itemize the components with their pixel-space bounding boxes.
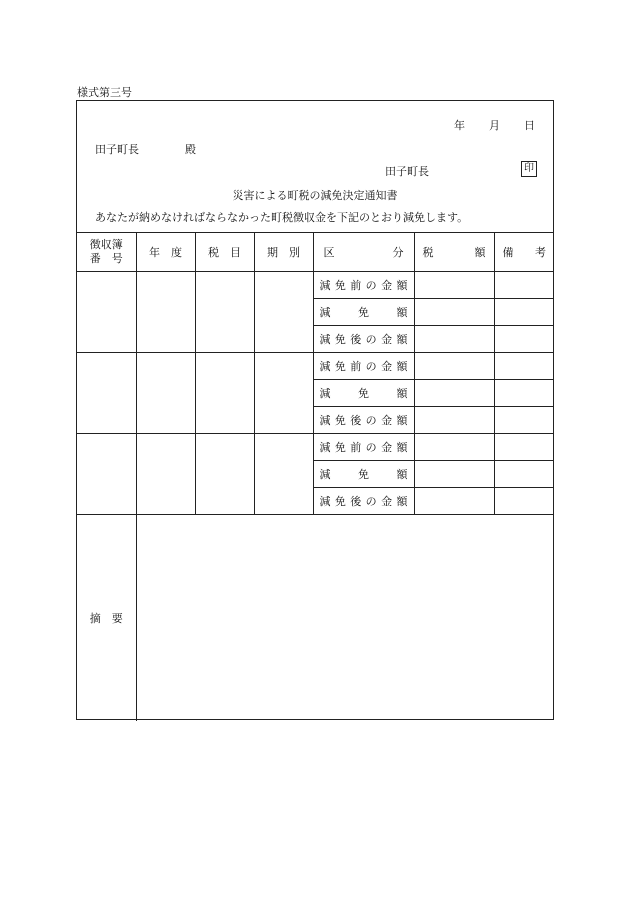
category-char: 免 [358,468,369,481]
category-char: 免 [334,495,346,508]
remarks-cell[interactable] [494,434,554,461]
category-before-amount [314,439,414,455]
summary-row [77,515,554,722]
category-reduction-amount [314,304,414,320]
summary-label: 摘 要 [77,515,136,722]
remarks-cell[interactable] [494,326,554,353]
notice-form [76,100,554,720]
category-char: 減 [319,333,331,346]
header-remarks-right: 考 [535,246,546,259]
category-char: 後 [350,495,362,508]
period-cell[interactable] [254,272,313,353]
category-char: 金 [381,279,393,292]
category-cell [313,272,414,299]
period-cell[interactable] [254,353,313,434]
category-after-amount [314,331,414,347]
category-char: の [365,360,377,373]
date-day-label: 日 [524,119,535,132]
category-char: 減 [319,495,331,508]
category-char: 減 [319,360,331,373]
category-char: 金 [381,441,393,454]
table-header-row [77,233,554,272]
tax-amount-cell[interactable] [414,461,494,488]
category-char: 免 [334,360,346,373]
honorific-dono: 殿 [185,143,196,156]
header-tax-item: 税 目 [195,233,254,272]
category-char: 免 [358,306,369,319]
tax-item-cell[interactable] [195,434,254,515]
header-category-left: 区 [323,246,335,259]
category-char: 額 [396,387,408,400]
category-char: 免 [334,441,346,454]
register-number-cell[interactable] [77,353,136,434]
tax-amount-cell[interactable] [414,272,494,299]
reduction-table [77,232,554,721]
category-char: 減 [319,441,331,454]
category-char: 免 [334,414,346,427]
remarks-cell[interactable] [494,353,554,380]
category-char: 免 [358,387,369,400]
register-number-cell[interactable] [77,434,136,515]
table-row [77,434,554,461]
header-register-number-line1: 徴収簿 [89,238,123,251]
category-char: の [365,414,377,427]
category-cell [313,434,414,461]
category-char: 前 [350,360,362,373]
header-tax-amount [414,233,494,272]
category-char: 金 [381,333,393,346]
fiscal-year-cell[interactable] [136,434,195,515]
category-cell [313,299,414,326]
header-category [313,233,414,272]
period-cell[interactable] [254,434,313,515]
date-year-label: 年 [454,119,465,132]
remarks-cell[interactable] [494,380,554,407]
category-cell [313,380,414,407]
tax-amount-cell[interactable] [414,488,494,515]
document-title: 災害による町税の減免決定通知書 [232,189,398,202]
fiscal-year-cell[interactable] [136,353,195,434]
header-amount-right: 額 [474,246,486,259]
tax-amount-cell[interactable] [414,326,494,353]
category-char: 減 [319,468,331,481]
remarks-cell[interactable] [494,299,554,326]
category-char: 額 [396,495,408,508]
category-char: 免 [334,279,346,292]
category-before-amount [314,358,414,374]
header-remarks-left: 備 [502,246,514,259]
category-char: 額 [396,306,408,319]
category-reduction-amount [314,385,414,401]
seal-mark: 印 [521,161,537,177]
category-char: 後 [350,333,362,346]
register-number-cell[interactable] [77,272,136,353]
category-cell [313,326,414,353]
category-char: 額 [396,360,408,373]
category-char: 額 [396,333,408,346]
category-cell [313,461,414,488]
header-fiscal-year: 年 度 [136,233,195,272]
category-cell [313,353,414,380]
remarks-cell[interactable] [494,461,554,488]
tax-amount-cell[interactable] [414,407,494,434]
header-remarks [494,233,554,272]
category-char: 金 [381,495,393,508]
header-amount-left: 税 [422,246,434,259]
category-after-amount [314,493,414,509]
table-row [77,272,554,299]
category-cell [313,407,414,434]
category-char: 額 [396,468,408,481]
date-month-label: 月 [489,119,500,132]
category-char: 額 [396,414,408,427]
category-cell [313,488,414,515]
form-number-label: 様式第三号 [77,86,132,99]
tax-amount-cell[interactable] [414,380,494,407]
category-char: 前 [350,441,362,454]
tax-amount-cell[interactable] [414,353,494,380]
category-char: の [365,333,377,346]
category-char: 後 [350,414,362,427]
remarks-cell[interactable] [494,272,554,299]
summary-content-area[interactable] [136,515,554,722]
tax-amount-cell[interactable] [414,434,494,461]
category-before-amount [314,277,414,293]
fiscal-year-cell[interactable] [136,272,195,353]
issuer-name: 田子町長 [385,165,429,178]
category-char: 額 [396,279,408,292]
category-char: 減 [319,414,331,427]
category-char: 免 [334,333,346,346]
header-register-number [77,233,136,272]
remarks-cell[interactable] [494,407,554,434]
remarks-cell[interactable] [494,488,554,515]
category-char: 減 [319,306,331,319]
category-after-amount [314,412,414,428]
category-char: 前 [350,279,362,292]
category-char: の [365,441,377,454]
category-char: 金 [381,360,393,373]
header-period: 期 別 [254,233,313,272]
category-char: の [365,495,377,508]
tax-item-cell[interactable] [195,353,254,434]
category-reduction-amount [314,466,414,482]
category-char: 金 [381,414,393,427]
header-register-number-line2: 番 号 [89,252,123,265]
category-char: 減 [319,279,331,292]
header-category-right: 分 [392,246,404,259]
tax-amount-cell[interactable] [414,299,494,326]
category-char: の [365,279,377,292]
addressee-name: 田子町長 [95,143,139,156]
category-char: 減 [319,387,331,400]
date-line [430,117,535,133]
table-row [77,353,554,380]
notice-header [77,101,553,232]
category-char: 額 [396,441,408,454]
tax-item-cell[interactable] [195,272,254,353]
document-body-text: あなたが納めなければならなかった町税徴収金を下記のとおり減免します。 [95,211,469,224]
addressee-line [95,141,196,157]
